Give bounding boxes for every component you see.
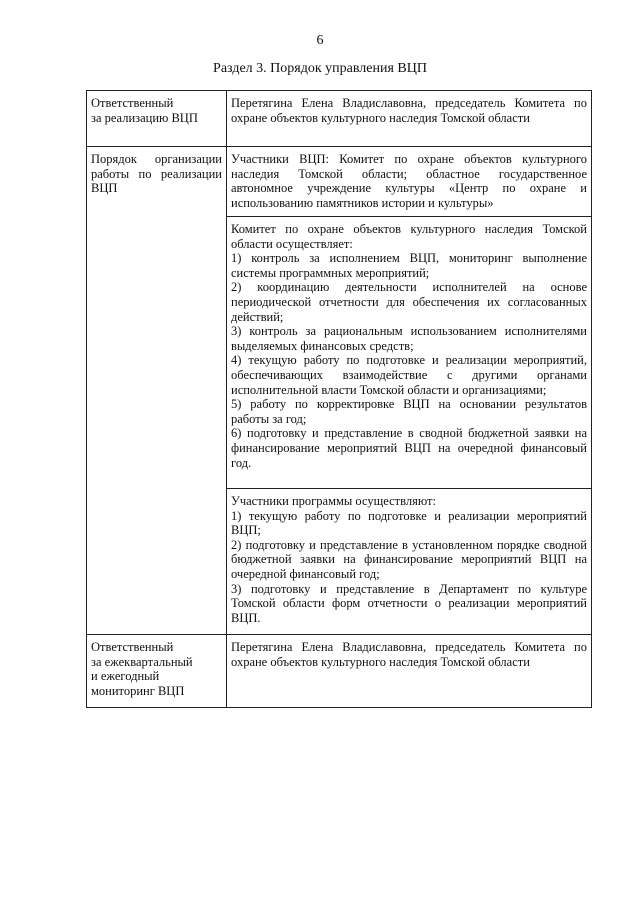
page-number: 6 — [316, 33, 324, 48]
content-paragraph: 4) текущую работу по подготовке и реализации мероприятий, обеспечивающих взаимодействие с другими органами исполнительной власти Томской области и организациями; — [231, 353, 587, 397]
row-label — [87, 147, 227, 635]
label-line: за реализацию ВЦП — [91, 110, 198, 125]
content-paragraph: Участники программы осуществляют: — [231, 494, 436, 508]
content-paragraph: 6) подготовку и представление в сводной бюджетной заявки на финансирование мероприятий ВЦП на очередной финансовый год. — [231, 426, 587, 470]
section-title: Раздел 3. Порядок управления ВЦП — [213, 61, 427, 76]
row-content — [227, 217, 592, 489]
content-paragraph: Комитет по охране объектов культурного наследия Томской области осуществляет: — [231, 222, 587, 251]
content-paragraph: 3) контроль за рациональным использованием исполнителями выделяемых финансовых средств; — [231, 324, 587, 353]
row-content: Перетягина Елена Владиславовна, председатель Комитета по охране объектов культурного наследия Томской области — [227, 635, 592, 708]
content-paragraph: Участники ВЦП: Комитет по охране объектов культурного наследия Томской области; областное государственное автономное учреждение культуры «Центр по охране и использованию памятников истории и культуры» — [231, 152, 587, 210]
content-paragraph: 5) работу по корректировке ВЦП на основании результатов работы за год; — [231, 397, 587, 426]
table-row — [87, 147, 592, 217]
label-line: Ответственный — [91, 96, 174, 110]
row-content — [227, 147, 592, 217]
label-line: Ответственный — [91, 640, 174, 654]
row-content: Перетягина Елена Владиславовна, председатель Комитета по охране объектов культурного наследия Томской области — [227, 91, 592, 147]
content-paragraph: 1) контроль за исполнением ВЦП, мониторинг выполнение системы программных мероприятий; — [231, 251, 587, 280]
label-line: за ежеквартальный — [91, 654, 193, 669]
content-paragraph: 2) координацию деятельности исполнителей на основе периодической отчетности для обеспечения их согласованных действий; — [231, 280, 587, 324]
row-content — [227, 489, 592, 635]
content-paragraph: 3) подготовку и представление в Департамент по культуре Томской области форм отчетности о реализации мероприятий ВЦП. — [231, 581, 587, 625]
table-row — [87, 635, 592, 708]
content-paragraph: 1) текущую работу по подготовке и реализации мероприятий ВЦП; — [231, 508, 587, 538]
label-line: мониторинг ВЦП — [91, 683, 185, 698]
row-label — [87, 635, 227, 708]
management-table — [86, 90, 592, 708]
label-line: и ежегодный — [91, 669, 160, 684]
content-paragraph: 2) подготовку и представление в установленном порядке сводной бюджетной заявки на финансирование мероприятий ВЦП на очередной финансовый год; — [231, 537, 587, 581]
row-label — [87, 91, 227, 147]
table-row — [87, 91, 592, 147]
label-line: Порядок организации работы по реализации ВЦП — [91, 152, 222, 196]
